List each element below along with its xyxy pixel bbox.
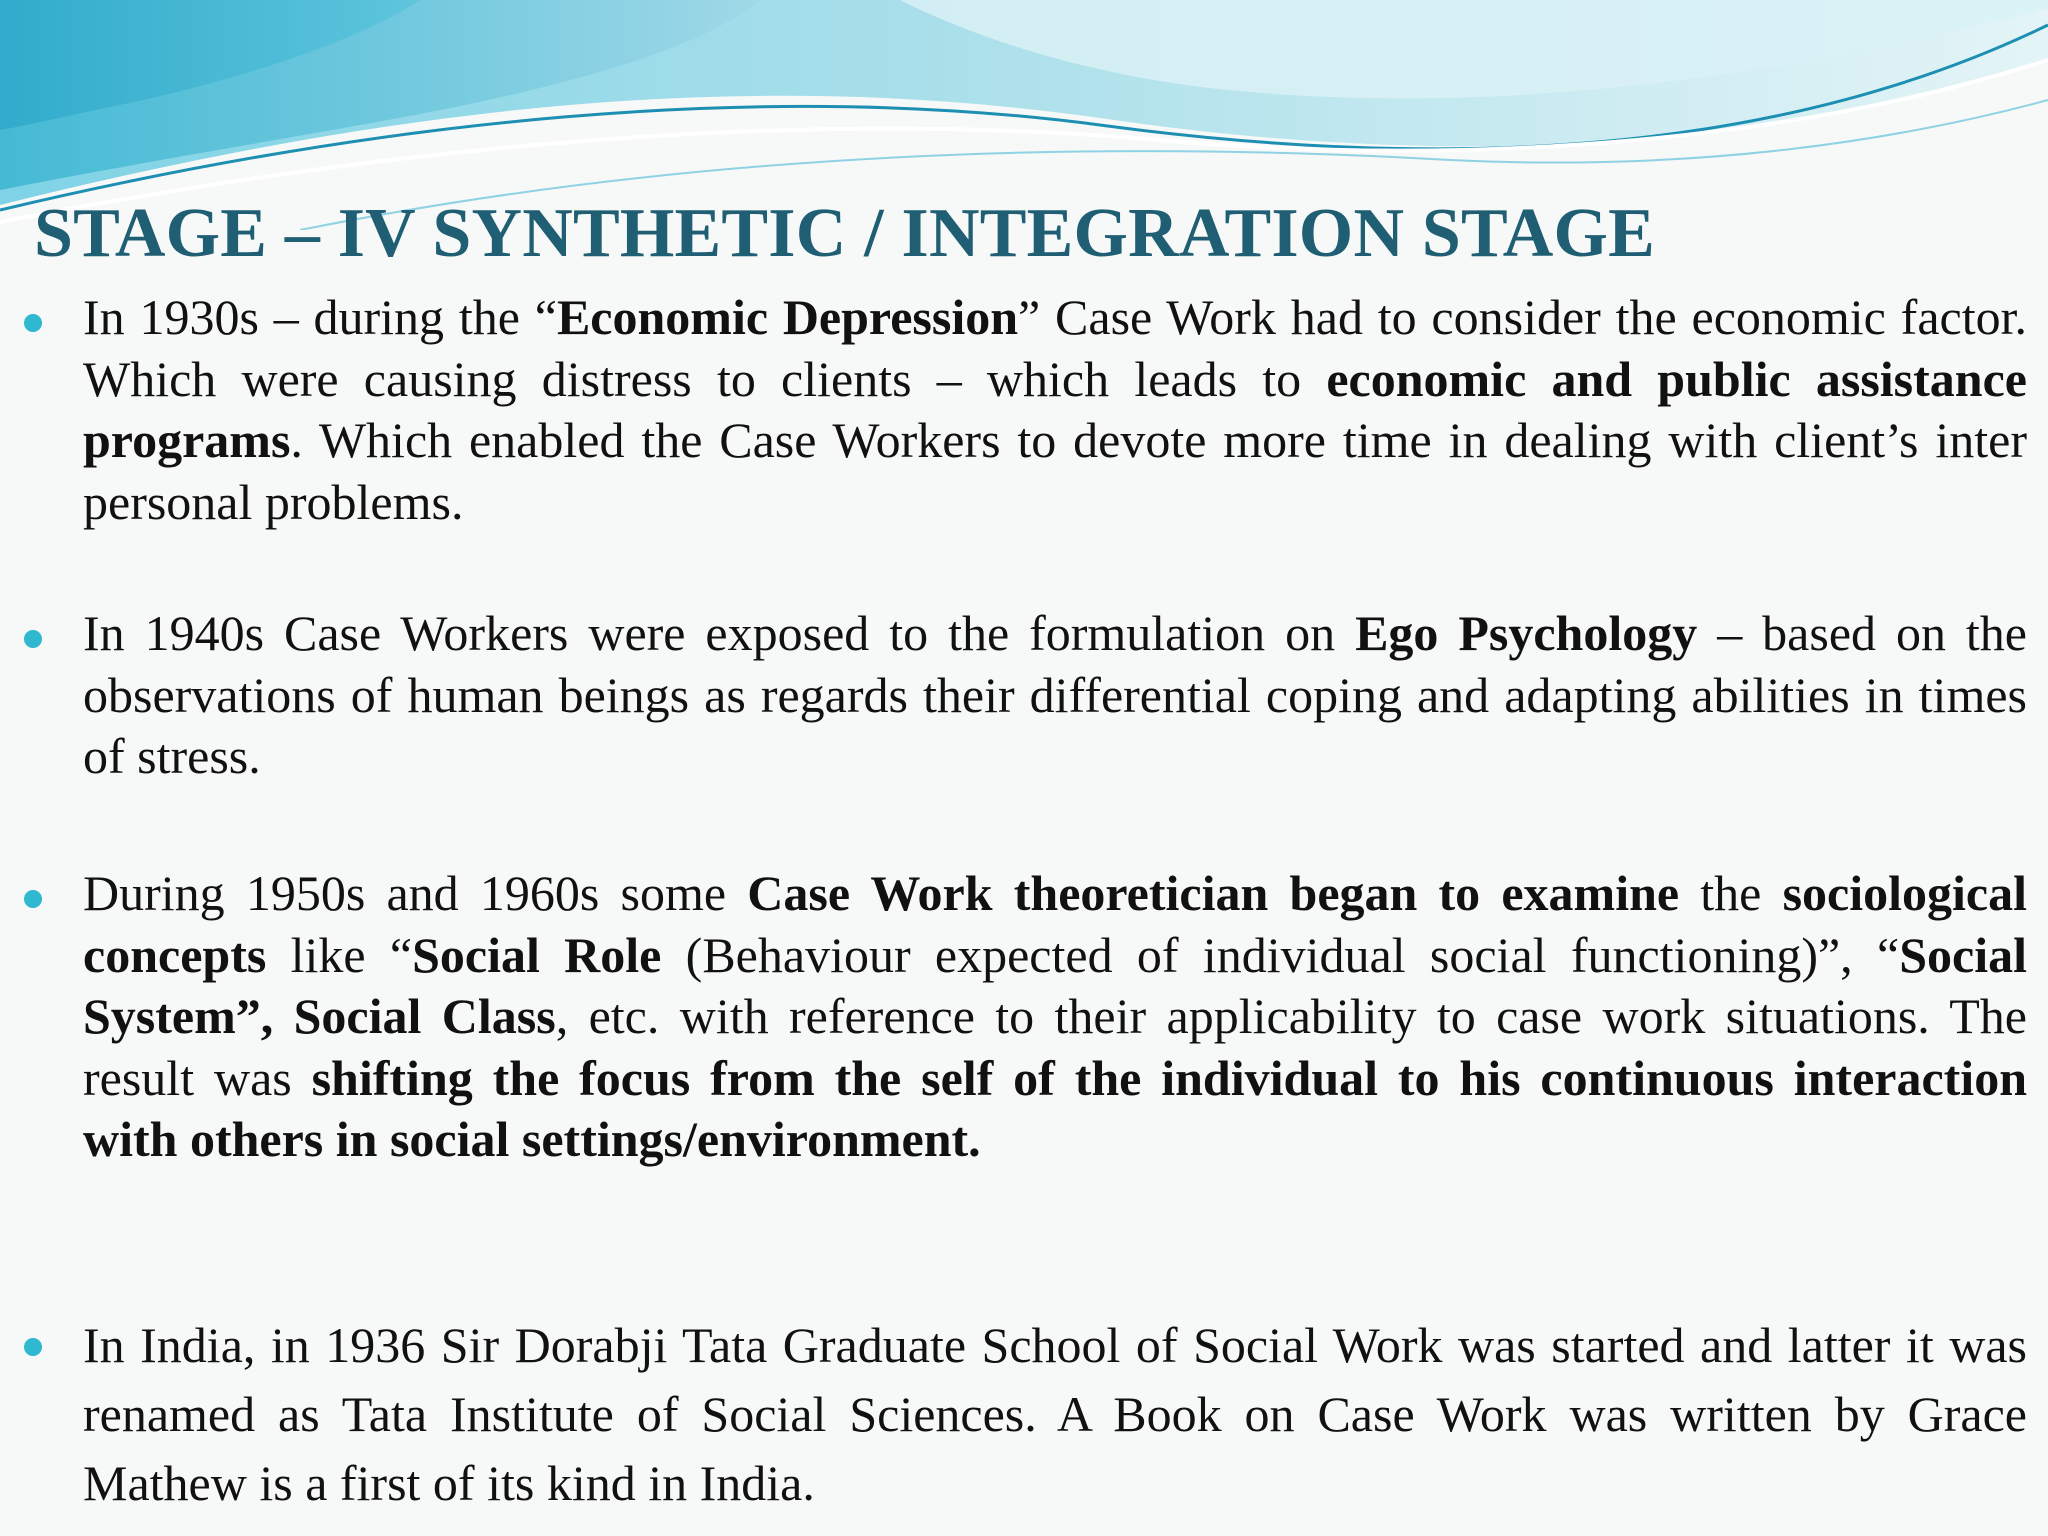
bullet-text-segment: like “ [266, 926, 413, 983]
bullet-dot-icon [24, 314, 42, 332]
bullet-text [83, 603, 2027, 788]
bullet-item [83, 603, 2027, 788]
bullet-text-segment: – based on the observations of human beings as regards their differential coping and adapting abilities in times of stress. [83, 605, 2027, 784]
bullet-text-segment: ” Case Work had to consider the economic factor. Which were causing distress to clients – which leads to [83, 289, 2027, 407]
bullet-bold-segment: Social System”, Social Class [83, 926, 2027, 1044]
bullet-bold-segment: Economic Depression [556, 289, 1019, 345]
bullet-text-segment: , etc. with reference to their applicability to case work situations. The result was [83, 988, 2027, 1106]
bullet-text [83, 1311, 2027, 1518]
bullet-dot-icon [24, 630, 42, 648]
bullet-text-segment: During 1950s and 1960s some [83, 865, 748, 921]
bullet-item [83, 863, 2027, 1171]
bullet-text [83, 863, 2027, 1171]
bullet-text-segment: . Which enabled the Case Workers to devote more time in dealing with client’s inter personal problems. [83, 412, 2027, 530]
bullet-bold-segment: economic and public assistance programs [83, 350, 2027, 468]
bullet-dot-icon [24, 1338, 42, 1356]
bullet-bold-segment: sociological concepts [83, 865, 2027, 983]
bullet-text-segment: the [1679, 865, 1783, 921]
bullet-text-segment: In 1930s – during the “ [83, 289, 557, 345]
bullet-bold-segment: shifting the focus from the self of the individual to his continuous interaction with others in social settings/environment. [83, 1049, 2028, 1167]
bullet-text-segment: In India, in 1936 Sir Dorabji Tata Graduate School of Social Work was started and latter it was renamed as Tata Institute of Social Sciences. A Book on Case Work was written by Grace Mathew is a first of its kind in India. [83, 1317, 2027, 1511]
bullet-bold-segment: Case Work theoretician began to examine [747, 865, 1680, 921]
bullet-dot-icon [24, 890, 42, 908]
bullet-bold-segment: Social Role [412, 926, 662, 983]
slide-title: STAGE – IV SYNTHETIC / INTEGRATION STAGE [34, 195, 1656, 272]
bullet-item [83, 1311, 2027, 1518]
bullet-bold-segment: Ego Psychology [1355, 605, 1698, 661]
bullet-text-segment: (Behaviour expected of individual social functioning)”, “ [661, 926, 1900, 983]
bullet-item [83, 287, 2027, 533]
bullet-text-segment: In 1940s Case Workers were exposed to the formulation on [83, 605, 1356, 661]
bullet-text [83, 287, 2027, 533]
